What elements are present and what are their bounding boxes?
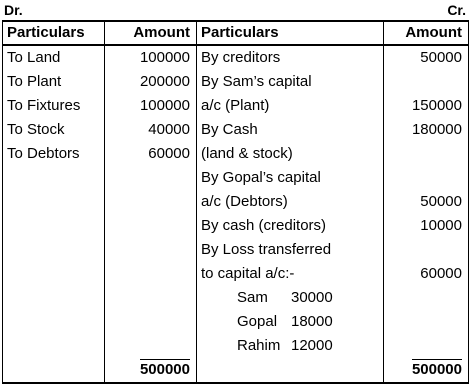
dr-cr-header — [0, 0, 470, 20]
table-row — [3, 214, 469, 238]
table-row — [3, 70, 469, 94]
debit-particular: To Land — [3, 45, 105, 70]
debit-total: 500000 — [139, 361, 190, 378]
credit-amount — [384, 166, 469, 190]
credit-particular: By cash (creditors) — [197, 214, 384, 238]
total-row — [3, 358, 469, 383]
credit-particular: (land & stock) — [197, 142, 384, 166]
credit-particular: By Sam’s capital — [197, 70, 384, 94]
partner-share: 30000 — [291, 289, 333, 306]
debit-particular — [3, 166, 105, 190]
debit-amount — [105, 166, 197, 190]
credit-particular: to capital a/c:- — [197, 262, 384, 286]
partner-share: 12000 — [291, 337, 333, 354]
loss-split-row — [3, 286, 469, 310]
table-row — [3, 94, 469, 118]
credit-particular: By Gopal’s capital — [197, 166, 384, 190]
table-row — [3, 166, 469, 190]
debit-particular — [3, 190, 105, 214]
table-row — [3, 142, 469, 166]
credit-particular: By Loss transferred — [197, 238, 384, 262]
debit-particular: To Fixtures — [3, 94, 105, 118]
debit-amount: 100000 — [105, 94, 197, 118]
credit-amount — [384, 70, 469, 94]
credit-particular: a/c (Plant) — [197, 94, 384, 118]
credit-amount: 50000 — [384, 45, 469, 70]
debit-particular — [3, 238, 105, 262]
credit-amount: 50000 — [384, 190, 469, 214]
debit-amount: 100000 — [105, 45, 197, 70]
col-header-particulars-credit: Particulars — [197, 21, 384, 45]
credit-particular: By creditors — [197, 45, 384, 70]
credit-amount: 180000 — [384, 118, 469, 142]
partner-name: Sam — [237, 289, 268, 306]
credit-amount: 150000 — [384, 94, 469, 118]
debit-particular: To Plant — [3, 70, 105, 94]
loss-split-row — [3, 334, 469, 358]
loss-split-entry — [197, 310, 384, 334]
credit-particular: a/c (Debtors) — [197, 190, 384, 214]
partner-share: 18000 — [291, 313, 333, 330]
partner-name: Rahim — [237, 337, 281, 354]
table-row — [3, 45, 469, 70]
debit-amount — [105, 262, 197, 286]
debit-particular — [3, 262, 105, 286]
loss-split-entry — [197, 286, 384, 310]
credit-amount — [384, 142, 469, 166]
col-header-amount-debit: Amount — [105, 21, 197, 45]
partner-name: Gopal — [237, 313, 278, 330]
table-row — [3, 238, 469, 262]
debit-amount: 40000 — [105, 118, 197, 142]
debit-particular — [3, 214, 105, 238]
debit-amount: 200000 — [105, 70, 197, 94]
loss-split-entry — [197, 334, 384, 358]
debit-particular: To Debtors — [3, 142, 105, 166]
debit-particular: To Stock — [3, 118, 105, 142]
credit-label: Cr. — [447, 2, 466, 18]
credit-particular: By Cash — [197, 118, 384, 142]
credit-total: 500000 — [411, 361, 462, 378]
debit-amount — [105, 190, 197, 214]
debit-amount: 60000 — [105, 142, 197, 166]
col-header-amount-credit: Amount — [384, 21, 469, 45]
ledger-table — [2, 20, 469, 384]
table-row — [3, 118, 469, 142]
credit-amount: 10000 — [384, 214, 469, 238]
header-row — [3, 21, 469, 45]
table-row — [3, 262, 469, 286]
debit-amount — [105, 214, 197, 238]
credit-amount — [384, 238, 469, 262]
debit-amount — [105, 238, 197, 262]
col-header-particulars-debit: Particulars — [3, 21, 105, 45]
table-row — [3, 190, 469, 214]
loss-split-row — [3, 310, 469, 334]
debit-label: Dr. — [4, 2, 23, 18]
credit-amount: 60000 — [384, 262, 469, 286]
